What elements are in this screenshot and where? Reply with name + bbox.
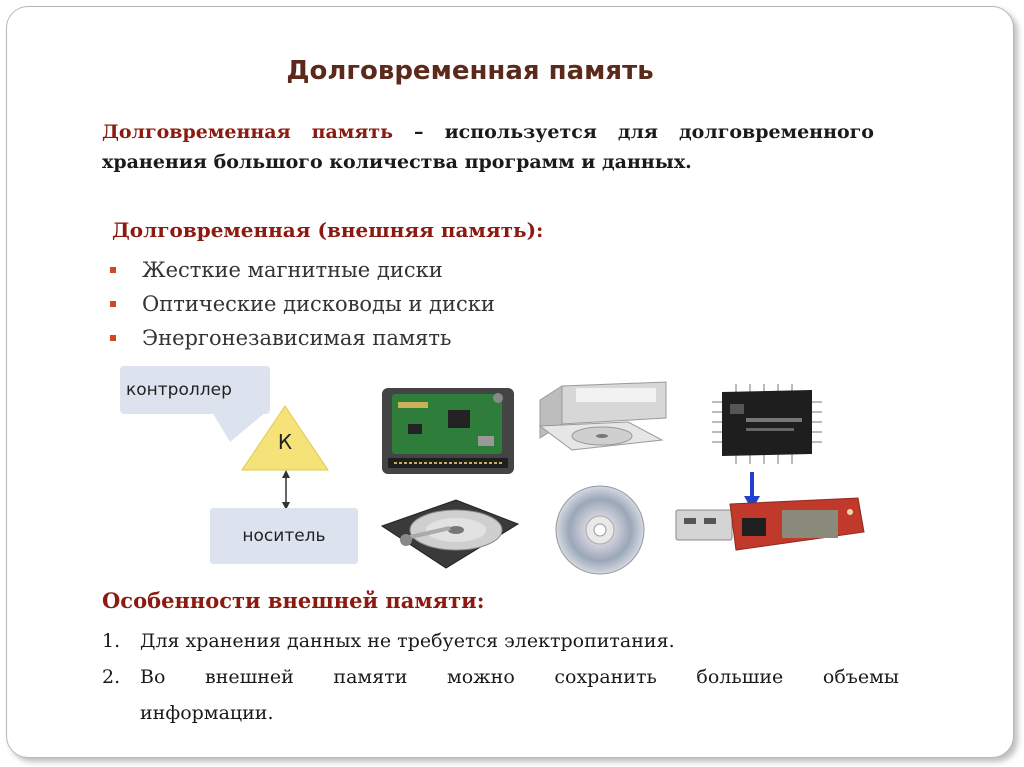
optical-drive-icon xyxy=(532,378,672,468)
intro-term: Долговременная память xyxy=(102,121,394,143)
controller-k-label: К xyxy=(277,430,293,454)
list-item: 1. Для хранения данных не требуется электропитания. xyxy=(102,630,675,652)
external-memory-heading: Долговременная (внешняя память): xyxy=(112,218,544,242)
intro-rest: – используется для долговременного хранения большого количества программ и данных. xyxy=(102,121,874,173)
bullet-icon xyxy=(110,335,116,341)
features-list xyxy=(102,623,899,731)
features-heading: Особенности внешней памяти: xyxy=(102,588,485,613)
bullet-icon xyxy=(110,301,116,307)
intro-paragraph xyxy=(102,117,874,177)
memory-types-list xyxy=(110,253,495,355)
hard-drive-board-icon xyxy=(378,380,518,478)
list-item: 2. Во внешней памяти можно сохранить большие объемы информации. xyxy=(102,666,899,724)
list-item: Оптические дисководы и диски xyxy=(110,287,495,321)
usb-flash-drive-icon xyxy=(672,470,868,560)
controller-callout: контроллер xyxy=(120,366,270,414)
hard-drive-platter-icon xyxy=(376,488,522,574)
list-item: Энергонезависимая память xyxy=(110,321,495,355)
memory-chip-icon xyxy=(706,382,828,468)
controller-diagram xyxy=(120,360,370,585)
slide-title: Долговременная память xyxy=(286,56,654,86)
carrier-box: носитель xyxy=(210,508,358,564)
list-item: Жесткие магнитные диски xyxy=(110,253,495,287)
bullet-icon xyxy=(110,267,116,273)
optical-disc-icon xyxy=(552,482,648,578)
